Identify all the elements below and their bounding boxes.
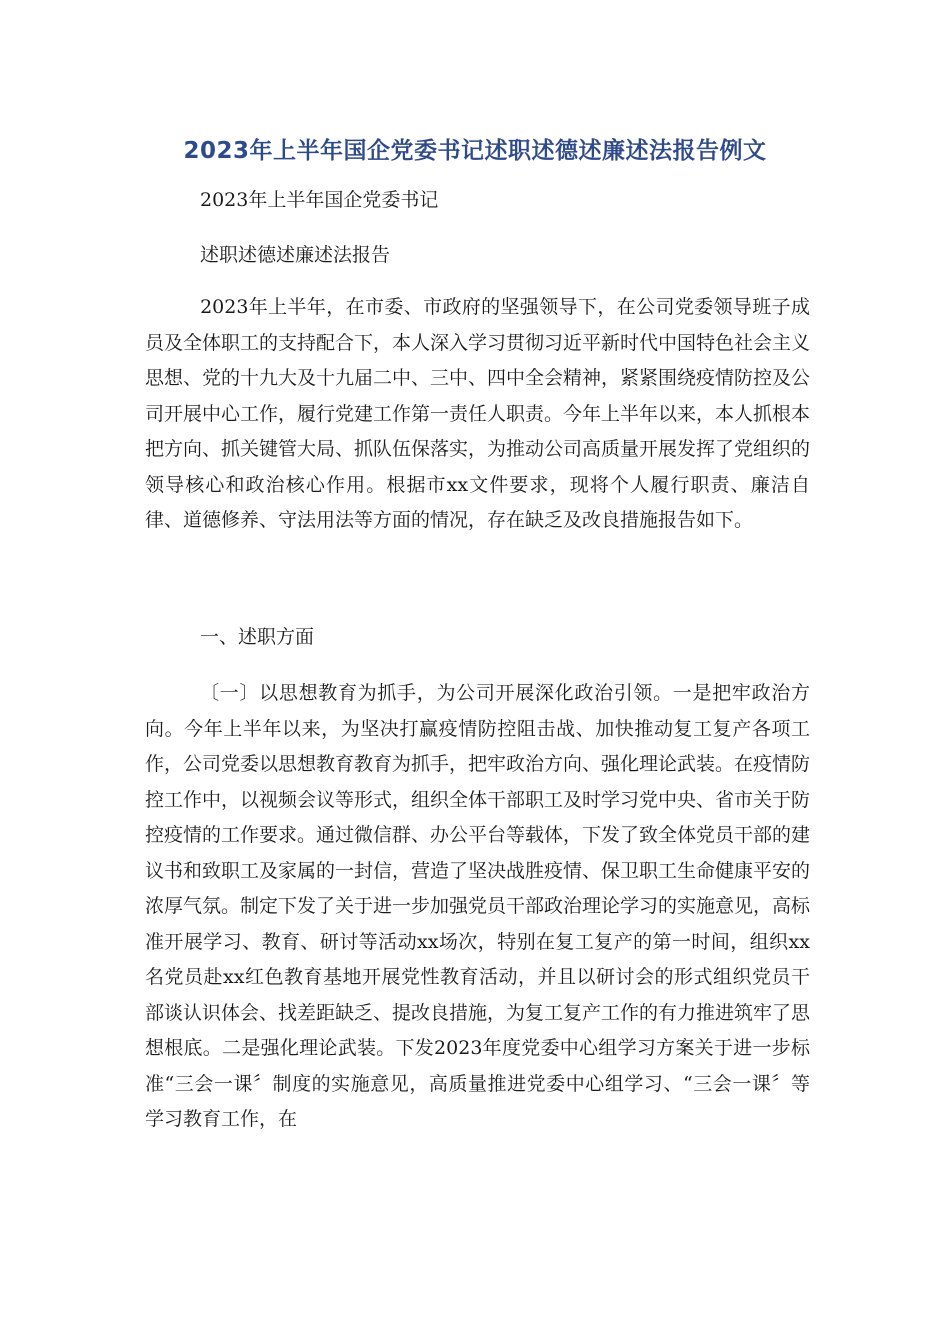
- section-heading-duty: 一、述职方面: [200, 626, 315, 648]
- paragraph-intro: 2023年上半年，在市委、市政府的坚强领导下，在公司党委领导班子成员及全体职工的支持配合下，本人深入学习贯彻习近平新时代中国特色社会主义思想、党的十九大及十九届二中、三中、四中全会精神，紧紧围绕疫情防控及公司开展中心工作，履行党建工作第一责任人职责。今年上半年以来，本人抓根本把方向、抓关键管大局、抓队伍保落实，为推动公司高质量开展发挥了党组织的领导核心和政治核心作用。根据市xx文件要求，现将个人履行职责、廉洁自律、道德修养、守法用法等方面的情况，存在缺乏及改良措施报告如下。: [145, 296, 811, 531]
- subtitle-line-2: 述职述德述廉述法报告: [200, 244, 391, 266]
- paragraph-section1-block: [145, 676, 810, 1138]
- paragraph-section1: 〔一〕以思想教育为抓手，为公司开展深化政治引领。一是把牢政治方向。今年上半年以来，为坚决打赢疫情防控阻击战、加快推动复工复产各项工作，公司党委以思想教育教育为抓手，把牢政治方向、强化理论武装。在疫情防控工作中，以视频会议等形式，组织全体干部职工及时学习党中央、省市关于防控疫情的工作要求。通过微信群、办公平台等载体，下发了致全体党员干部的建议书和致职工及家属的一封信，营造了坚决战胜疫情、保卫职工生命健康平安的浓厚气氛。制定下发了关于进一步加强党员干部政治理论学习的实施意见，高标准开展学习、教育、研讨等活动xx场次，特别在复工复产的第一时间，组织xx名党员赴xx红色教育基地开展党性教育活动，并且以研讨会的形式组织党员干部谈认识体会、找差距缺乏、提改良措施，为复工复产工作的有力推进筑牢了思想根底。二是强化理论武装。下发2023年度党委中心组学习方案关于进一步标准“三会一课〞制度的实施意见，高质量推进党委中心组学习、“三会一课〞等学习教育工作，在: [145, 682, 811, 1130]
- paragraph-intro-block: [145, 290, 810, 539]
- subtitle-line-1: 2023年上半年国企党委书记: [200, 189, 439, 211]
- document-title: 2023年上半年国企党委书记述职述德述廉述法报告例文: [183, 138, 767, 164]
